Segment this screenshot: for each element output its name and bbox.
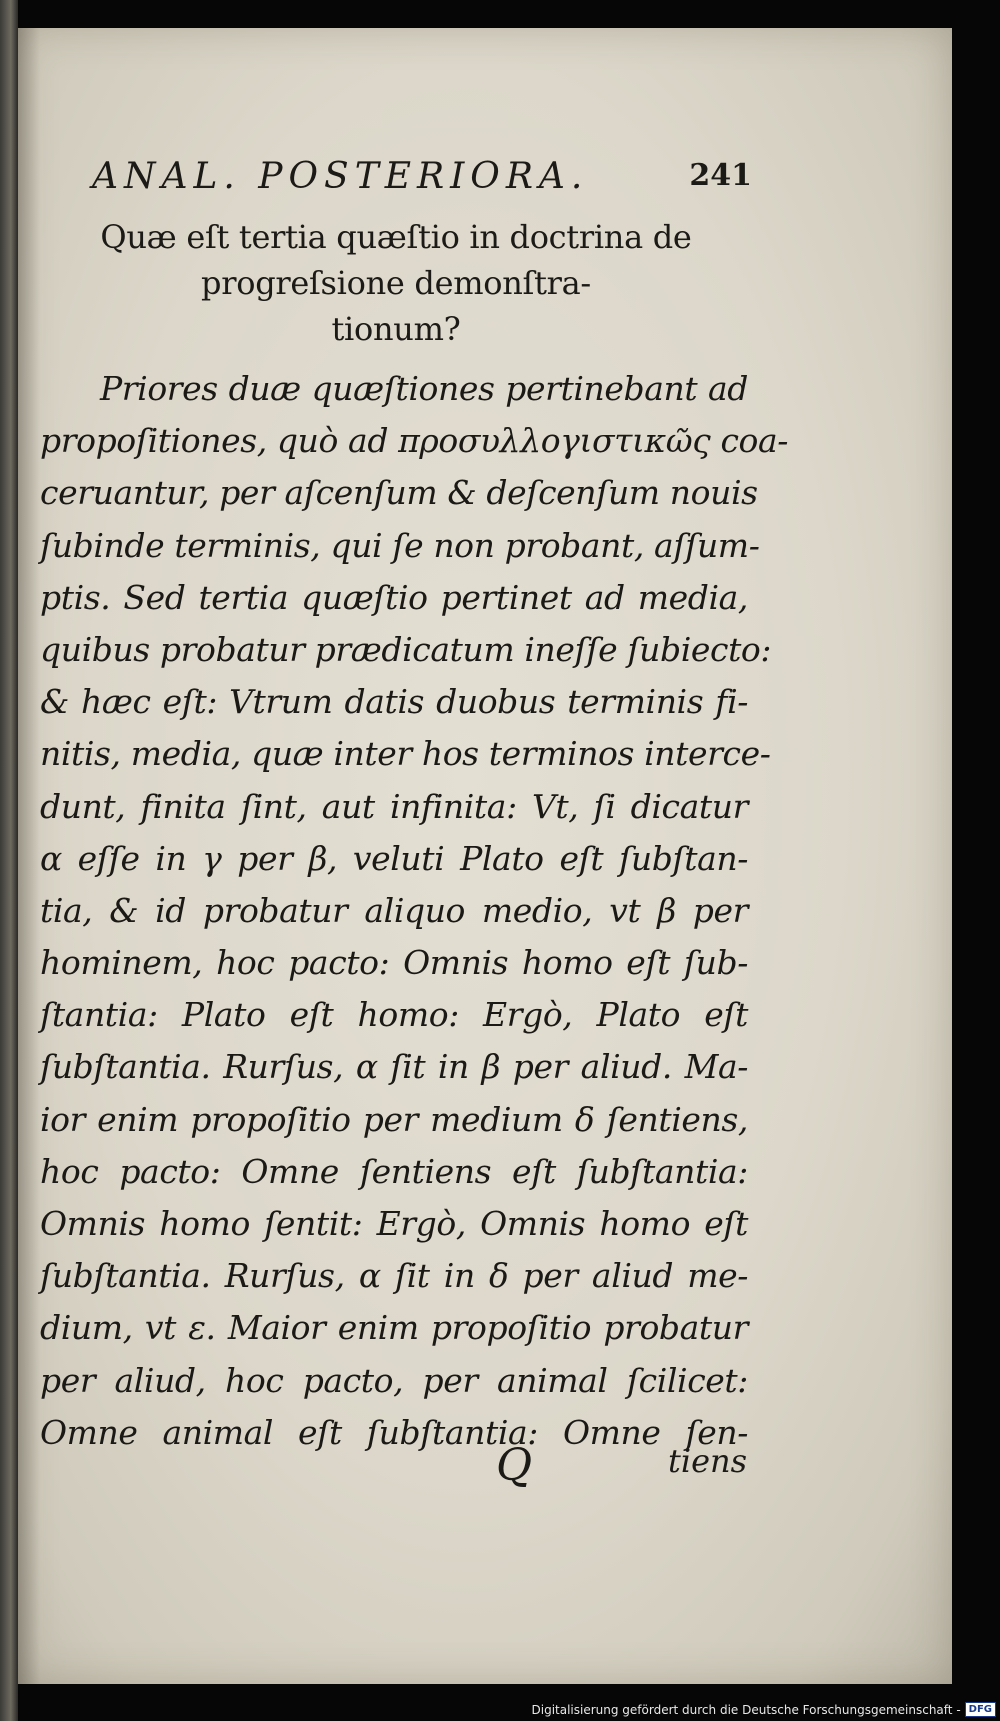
dfg-logo: DFG bbox=[965, 1702, 996, 1717]
body-line: ſubſtantia. Rurſus, α ſit in β per aliud. Ma- bbox=[40, 1047, 748, 1087]
body-text bbox=[40, 363, 789, 1459]
body-line: & hæc eſt: Vtrum datis duobus terminis fi- bbox=[40, 682, 748, 722]
body-line: ptis. Sed tertia quæſtio pertinet ad media, bbox=[40, 577, 748, 617]
body-line: ior enim propoſitio per medium δ ſentiens, bbox=[40, 1099, 748, 1139]
body-line: nitis, media, quæ inter hos terminos interce- bbox=[40, 734, 771, 774]
page-header bbox=[92, 156, 752, 206]
body-line: ſtantia: Plato eſt homo: Ergò, Plato eſt bbox=[40, 995, 748, 1035]
question-line: progreſsione demonſtra- bbox=[201, 264, 591, 302]
body-line: α eſſe in γ per β, veluti Plato eſt ſubſtan- bbox=[40, 838, 748, 878]
credit-text: Digitalisierung gefördert durch die Deutsche Forschungsgemeinschaft - bbox=[531, 1702, 961, 1717]
body-line: propoſitiones, quò ad προσυλλογιστικῶς coa- bbox=[40, 421, 789, 461]
body-line: hominem, hoc pacto: Omnis homo eſt ſub- bbox=[40, 943, 748, 983]
body-line: ceruantur, per aſcenſum & deſcenſum nouis bbox=[40, 473, 758, 513]
question-heading bbox=[76, 214, 716, 352]
binding-edge bbox=[0, 0, 18, 1721]
body-line: quibus probatur prædicatum ineſſe ſubiecto: bbox=[40, 629, 772, 669]
body-line: per aliud, hoc pacto, per animal ſcilicet: bbox=[40, 1360, 748, 1400]
question-line: Quæ eſt tertia quæſtio in doctrina de bbox=[100, 218, 692, 256]
running-title: ANAL. POSTERIORA. bbox=[92, 156, 589, 197]
body-line: ſubſtantia. Rurſus, α ſit in δ per aliud me- bbox=[40, 1256, 748, 1296]
body-line: dium, vt ε. Maior enim propoſitio probatur bbox=[40, 1308, 748, 1348]
body-line: hoc pacto: Omne ſentiens eſt ſubſtantia: bbox=[40, 1151, 748, 1191]
digitization-credit bbox=[532, 1702, 997, 1717]
book-page bbox=[18, 28, 952, 1684]
question-line: tionum? bbox=[331, 310, 461, 348]
body-line: dunt, finita ſint, aut infinita: Vt, ſi dicatur bbox=[40, 786, 748, 826]
catchword: tiens bbox=[668, 1442, 748, 1480]
signature-mark: Q bbox=[496, 1440, 533, 1491]
body-line: tia, & id probatur aliquo medio, vt β per bbox=[40, 890, 748, 930]
body-line: Priores duæ quæſtiones pertinebant ad bbox=[100, 369, 748, 408]
page-number: 241 bbox=[689, 158, 752, 193]
body-line: Omne animal eſt ſubſtantia: Omne ſen- bbox=[40, 1412, 748, 1452]
body-line: Omnis homo ſentit: Ergò, Omnis homo eſt bbox=[40, 1204, 748, 1243]
body-line: ſubinde terminis, qui ſe non probant, aſſum- bbox=[40, 525, 760, 565]
